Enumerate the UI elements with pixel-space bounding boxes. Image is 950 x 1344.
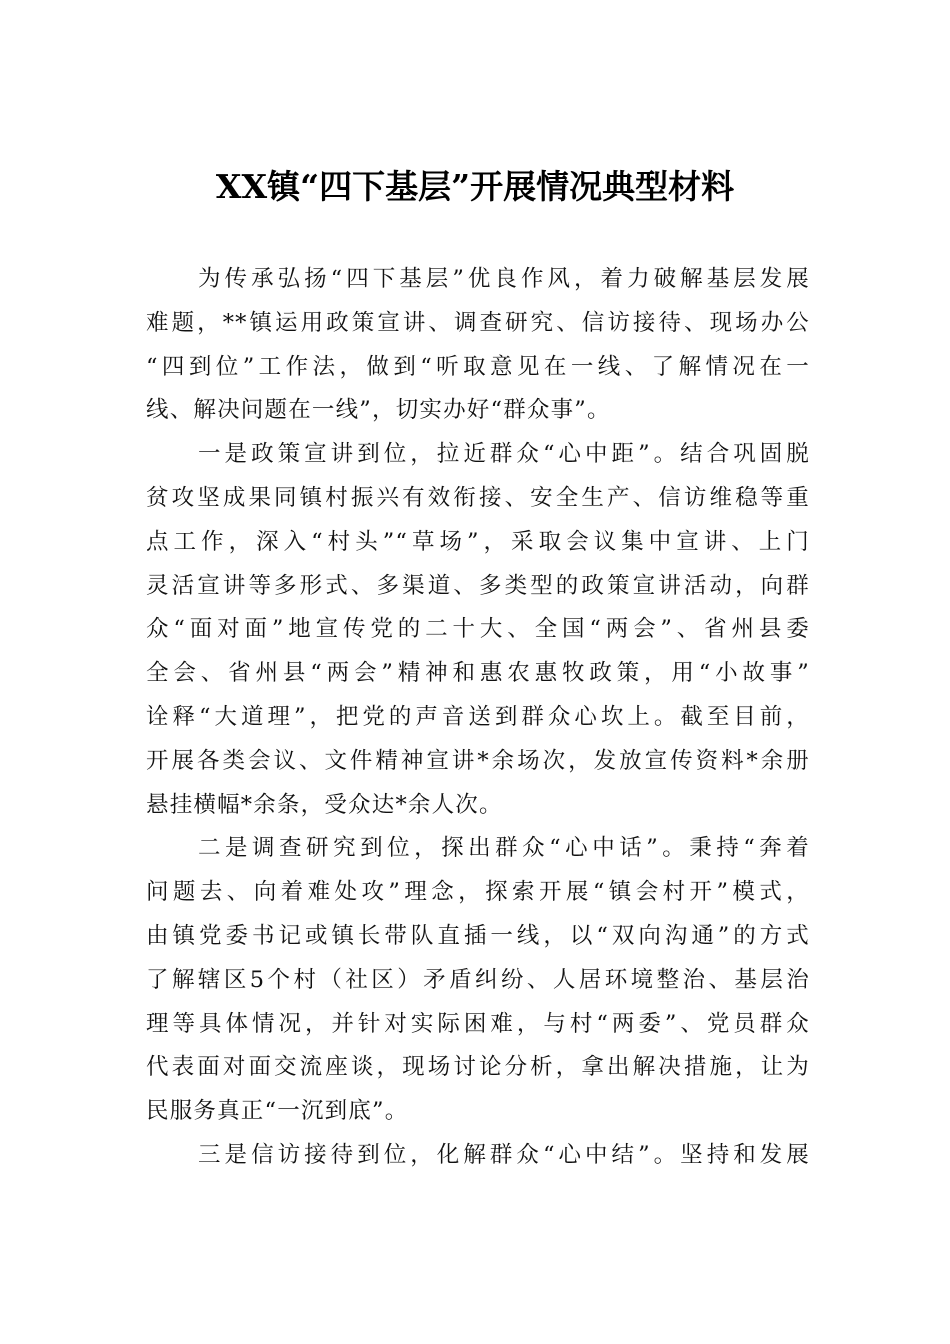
- text-line: 为传承弘扬“四下基层”优良作风，着力破解基层发展: [198, 266, 810, 292]
- text-line: 问题去、向着难处攻”理念，探索开展“镇会村开”模式，: [146, 879, 810, 906]
- paragraph-intro: [146, 258, 810, 433]
- text-line: 理等具体情况，并针对实际困难，与村“两委”、党员群众: [146, 1010, 810, 1037]
- text-line: 点工作，深入“村头”“草场”，采取会议集中宣讲、上门: [146, 528, 810, 555]
- text-line: 难题，**镇运用政策宣讲、调查研究、信访接待、现场办公: [146, 309, 810, 336]
- text-line: 三是信访接待到位，化解群众“心中结”。坚持和发展: [198, 1141, 810, 1168]
- paragraph-research: [146, 827, 810, 1134]
- text-line: 二是调查研究到位，探出群众“心中话”。秉持“奔着: [198, 835, 810, 862]
- text-line: “四到位”工作法，做到“听取意见在一线、了解情况在一: [146, 353, 810, 380]
- paragraph-policy-promotion: [146, 433, 810, 827]
- text-line: 开展各类会议、文件精神宣讲*余场次，发放宣传资料*余册: [146, 747, 810, 774]
- text-line: 众“面对面”地宣传党的二十大、全国“两会”、省州县委: [146, 616, 810, 643]
- paragraph-petition: [146, 1134, 810, 1178]
- text-line: 一是政策宣讲到位，拉近群众“心中距”。结合巩固脱: [198, 441, 810, 468]
- document-title: XX镇“四下基层”开展情况典型材料: [215, 167, 735, 206]
- text-line: 由镇党委书记或镇长带队直插一线，以“双向沟通”的方式: [146, 922, 810, 949]
- text-line: 线、解决问题在一线”，切实办好“群众事”。: [146, 397, 611, 424]
- document-body: [146, 258, 810, 1178]
- text-line: 悬挂横幅*余条，受众达*余人次。: [146, 791, 503, 818]
- text-line: 代表面对面交流座谈，现场讨论分析，拿出解决措施，让为: [146, 1054, 810, 1081]
- text-line: 灵活宣讲等多形式、多渠道、多类型的政策宣讲活动，向群: [146, 572, 810, 599]
- text-line: 诠释“大道理”，把党的声音送到群众心坎上。截至目前，: [146, 703, 810, 730]
- text-line: 贫攻坚成果同镇村振兴有效衔接、安全生产、信访维稳等重: [146, 484, 810, 511]
- text-line: 民服务真正“一沉到底”。: [146, 1098, 409, 1125]
- text-line: 了解辖区5个村（社区）矛盾纠纷、人居环境整治、基层治: [146, 966, 810, 993]
- text-line: 全会、省州县“两会”精神和惠农惠牧政策，用“小故事”: [146, 660, 810, 687]
